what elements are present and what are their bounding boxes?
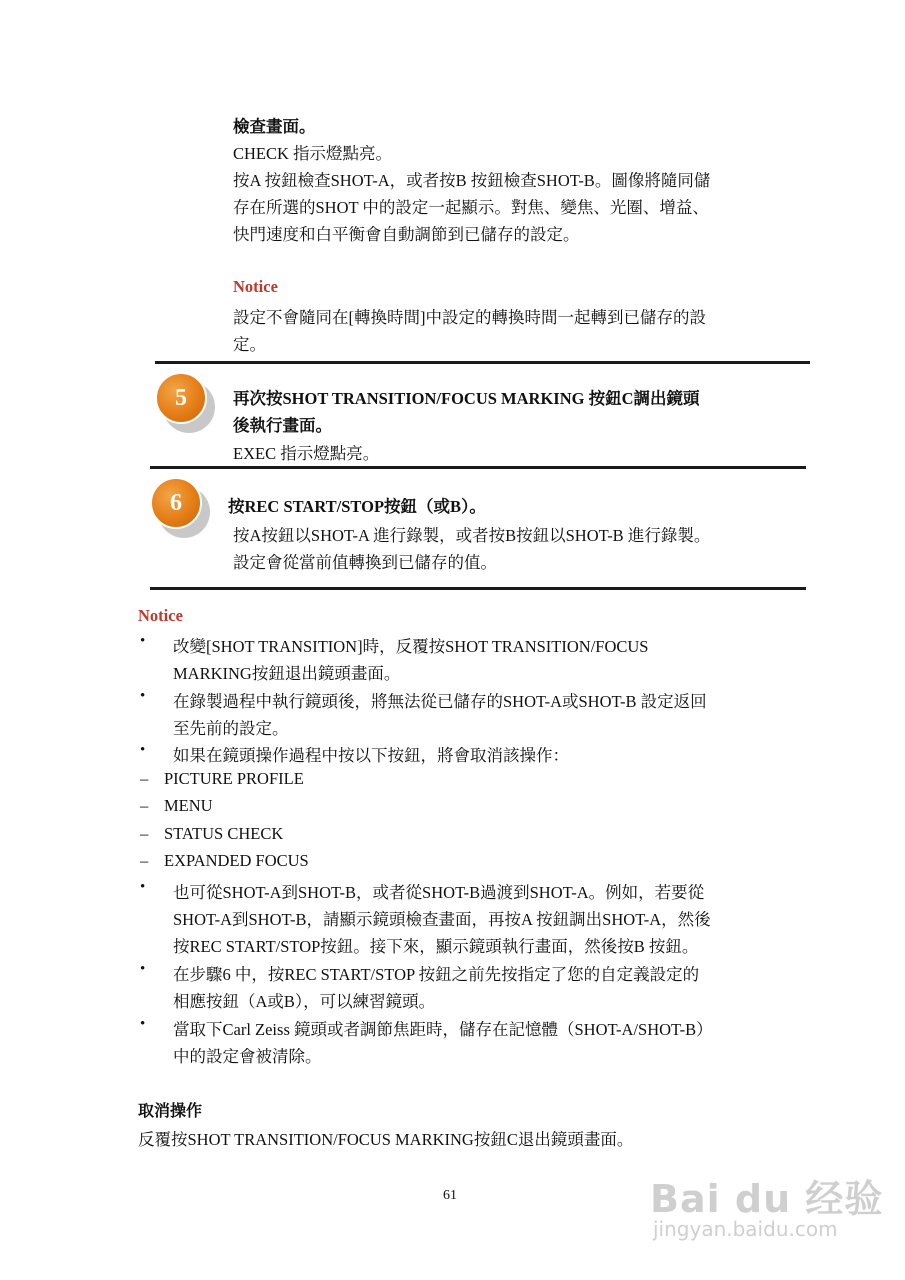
step-number: 5 [155, 372, 207, 424]
bullet-text: 至先前的設定。 [173, 719, 289, 738]
dash: – [140, 796, 149, 815]
bullet-text: 相應按鈕（A或B），可以練習鏡頭。 [173, 992, 436, 1011]
dash-item: MENU [164, 796, 213, 815]
step-6-title: 按REC START/STOP按鈕（或B）。 [228, 497, 486, 516]
bullet: • [140, 961, 146, 977]
check-indicator-text: CHECK 指示燈點亮。 [233, 144, 393, 163]
watermark-url: jingyan.baidu.com [653, 1217, 838, 1241]
step-number: 6 [150, 477, 202, 529]
bullet: • [140, 1016, 146, 1032]
bullet-text: 在步驟6 中，按REC START/STOP 按鈕之前先按指定了您的自定義設定的 [173, 965, 700, 984]
step-5-title: 再次按SHOT TRANSITION/FOCUS MARKING 按鈕C調出鏡頭 [233, 389, 700, 408]
step-5-badge [155, 372, 215, 432]
paragraph-line: 存在所選的SHOT 中的設定一起顯示。對焦、變焦、光圈、增益、 [233, 198, 709, 217]
step-6-badge [150, 477, 210, 537]
step-5-body: EXEC 指示燈點亮。 [233, 444, 380, 463]
bullet: • [140, 633, 146, 649]
step-6-body: 設定會從當前值轉換到已儲存的值。 [233, 553, 497, 572]
notice-label: Notice [138, 606, 183, 625]
paragraph-line: 按A 按鈕檢查SHOT-A，或者按B 按鈕檢查SHOT-B。圖像將隨同儲 [233, 171, 711, 190]
notice-label: Notice [233, 277, 278, 296]
step-heading-check: 檢查畫面。 [233, 117, 316, 136]
paragraph-line: 快門速度和白平衡會自動調節到已儲存的設定。 [233, 225, 580, 244]
bullet-text: 當取下Carl Zeiss 鏡頭或者調節焦距時，儲存在記憶體（SHOT-A/SHOT-B） [173, 1020, 713, 1039]
step-5-title: 後執行畫面。 [233, 416, 332, 435]
bullet: • [140, 742, 146, 758]
watermark-logo: Bai du 经验 [650, 1177, 884, 1221]
dash: – [140, 769, 149, 788]
bullet-text: 中的設定會被清除。 [173, 1047, 322, 1066]
bullet-text: 在錄製過程中執行鏡頭後，將無法從已儲存的SHOT-A或SHOT-B 設定返回 [173, 692, 707, 711]
bullet-text: 改變[SHOT TRANSITION]時，反覆按SHOT TRANSITION/FOCUS [173, 637, 649, 656]
divider [150, 587, 806, 590]
bullet-text: MARKING按鈕退出鏡頭畫面。 [173, 664, 401, 683]
dash: – [140, 824, 149, 843]
bullet: • [140, 688, 146, 704]
bullet-text: 也可從SHOT-A到SHOT-B，或者從SHOT-B過渡到SHOT-A。例如，若要從 [173, 883, 705, 902]
step-6-body: 按A按鈕以SHOT-A 進行錄製，或者按B按鈕以SHOT-B 進行錄製。 [233, 526, 711, 545]
notice-line: 設定不會隨同在[轉換時間]中設定的轉換時間一起轉到已儲存的設 [233, 308, 706, 327]
cancel-text: 反覆按SHOT TRANSITION/FOCUS MARKING按鈕C退出鏡頭畫面。 [138, 1130, 634, 1149]
dash: – [140, 851, 149, 870]
bullet-text: 按REC START/STOP按鈕。接下來，顯示鏡頭執行畫面，然後按B 按鈕。 [173, 937, 699, 956]
divider [155, 361, 810, 364]
bullet: • [140, 879, 146, 895]
dash-item: PICTURE PROFILE [164, 769, 304, 788]
dash-item: EXPANDED FOCUS [164, 851, 309, 870]
divider [150, 466, 806, 469]
bullet-text: 如果在鏡頭操作過程中按以下按鈕，將會取消該操作： [173, 746, 569, 765]
bullet-text: SHOT-A到SHOT-B，請顯示鏡頭檢查畫面，再按A 按鈕調出SHOT-A，然後 [173, 910, 711, 929]
cancel-heading: 取消操作 [138, 1101, 203, 1120]
page-number: 61 [443, 1188, 457, 1203]
notice-line: 定。 [233, 335, 266, 354]
dash-item: STATUS CHECK [164, 824, 284, 843]
